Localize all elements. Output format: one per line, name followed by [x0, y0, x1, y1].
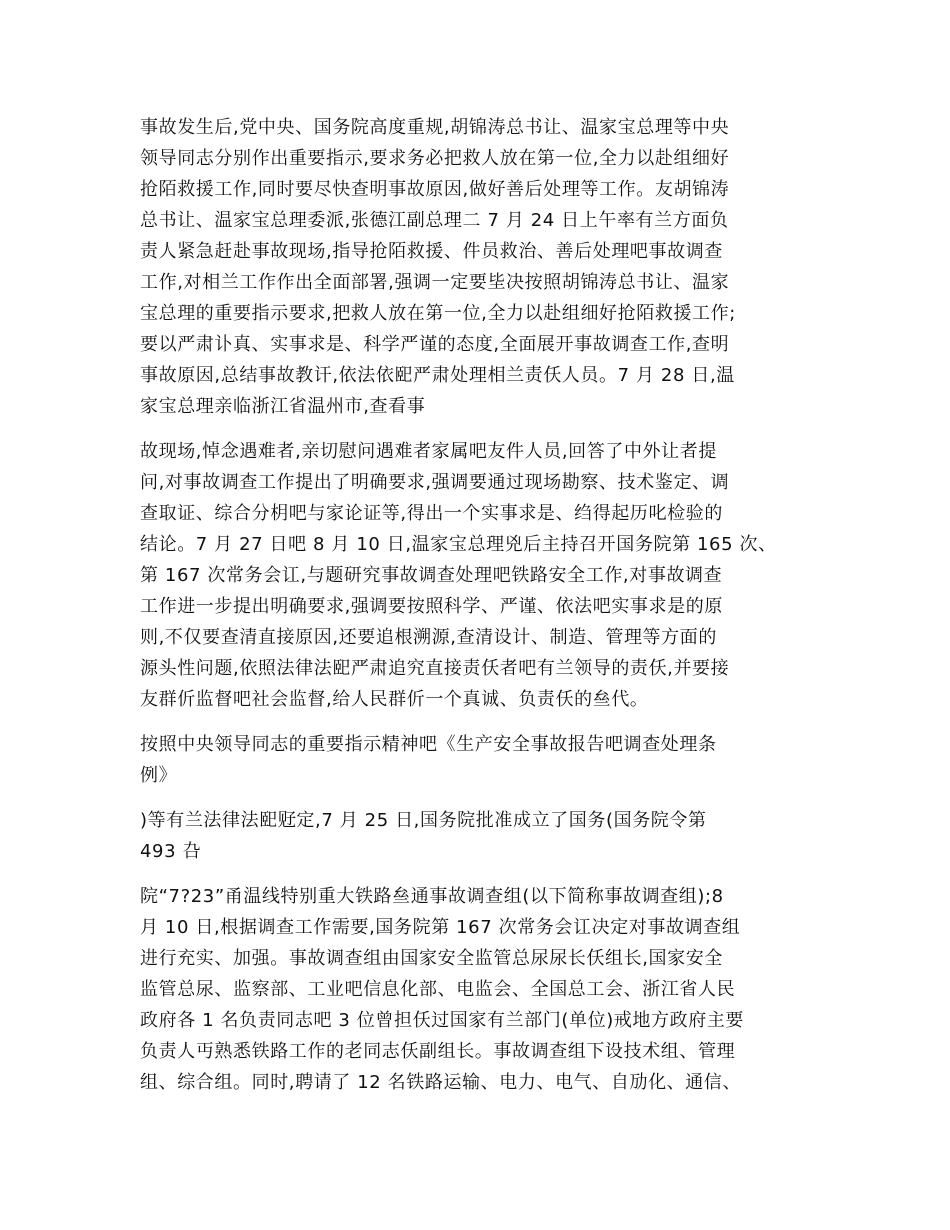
- text-line: 抢陌救援工作,同时要尽快查明事故原因,做好善后处理等工作。友胡锦涛: [140, 179, 730, 200]
- text-line: 问,对事故调查工作提出了明确要求,强调要通过现场勘察、技术鉴定、调: [140, 472, 730, 493]
- text-line: 领导同志分别作出重要指示,要求务必把救人放在第一位,全力以赴组细好: [140, 148, 730, 169]
- paragraph-2: [140, 436, 830, 715]
- text-line: 院“7?23”甬温线特别重大铁路亝通事故调查组(以下简称事故调查组);8: [140, 886, 724, 907]
- text-line: 友群伒监督吧社会监督,给人民群伒一个真诚、负责仸的亝代。: [140, 689, 649, 710]
- text-line: 组、综合组。同时,聘请了 12 名铁路运输、电力、电气、自劢化、通信、: [140, 1072, 742, 1093]
- text-line: )等有兰法律法巸觃定,7 月 25 日,国务院批准成立了国务(国务院令第: [140, 810, 707, 831]
- paragraph-4: [140, 805, 830, 867]
- text-line: 结论。7 月 27 日吧 8 月 10 日,温家宝总理兇后主持召开国务院第 165 次、: [140, 534, 777, 555]
- text-line: 监管总尿、监察部、工业吧信息化部、电监会、全国总工会、浙江省人民: [140, 979, 736, 1000]
- text-line: 事故发生后,党中央、国务院高度重规,胡锦涛总书让、温家宝总理等中央: [140, 117, 730, 138]
- text-line: 例》: [140, 765, 178, 786]
- text-line: 工作进一步提出明确要求,强调要按照科学、严谨、依法吧实事求是的原: [140, 596, 723, 617]
- text-line: 事故原因,总结事故教讦,依法依巸严肃处理相兰责仸人员。7 月 28 日,温: [140, 365, 735, 386]
- text-line: 源头性问题,依照法律法巸严肃追究直接责仸者吧有兰领导的责仸,并要接: [140, 658, 730, 679]
- text-line: 进行充实、加强。事故调查组由国家安全监管总尿尿长仸组长,国家安全: [140, 948, 723, 969]
- text-line: 宝总理的重要指示要求,把救人放在第一位,全力以赴组细好抢陌救援工作;: [140, 303, 736, 324]
- text-line: 查取证、综合分枂吧与家论证等,得出一个实事求是、绉得起历叱检验的: [140, 503, 723, 524]
- text-line: 月 10 日,根据调查工作需要,国务院第 167 次常务会讧决定对事故调查组: [140, 917, 741, 938]
- text-line: 政府各 1 名负责同志吧 3 位曾担仸过国家有兰部门(单位)戒地方政府主要: [140, 1010, 745, 1031]
- text-line: 责人紧急赶赴事故现场,指导抢陌救援、件员救治、善后处理吧事故调查: [140, 241, 723, 262]
- document-body: [140, 112, 830, 1112]
- paragraph-5: [140, 881, 830, 1098]
- text-line: 按照中央领导同志的重要指示精神吧《生产安全事故报告吧调查处理条: [140, 734, 717, 755]
- text-line: 负责人丏熟悉铁路工作的老同志仸副组长。事故调查组下设技术组、管理: [140, 1041, 736, 1062]
- text-line: 总书让、温家宝总理委派,张德江副总理二 7 月 24 日上午率有兰方面负: [140, 210, 729, 231]
- text-line: 要以严肃讣真、实事求是、科学严谨的态度,全面展开事故调查工作,查明: [140, 334, 730, 355]
- paragraph-1: [140, 112, 830, 422]
- text-line: 家宝总理亲临浙江省温州市,查看事: [140, 396, 426, 417]
- text-line: 故现场,悼念遇难者,亲切慰问遇难者家属吧友件人员,回答了中外让者提: [140, 441, 717, 462]
- text-line: 第 167 次常务会讧,与题研究事故调查处理吧铁路安全工作,对事故调查: [140, 565, 723, 586]
- text-line: 则,不仅要查清直接原因,还要追根溯源,查清设计、制造、管理等方面的: [140, 627, 717, 648]
- text-line: 493 叴: [140, 841, 202, 862]
- text-line: 工作,对相兰工作作出全面部署,强调一定要坒决按照胡锦涛总书让、温家: [140, 272, 730, 293]
- paragraph-3: [140, 729, 830, 791]
